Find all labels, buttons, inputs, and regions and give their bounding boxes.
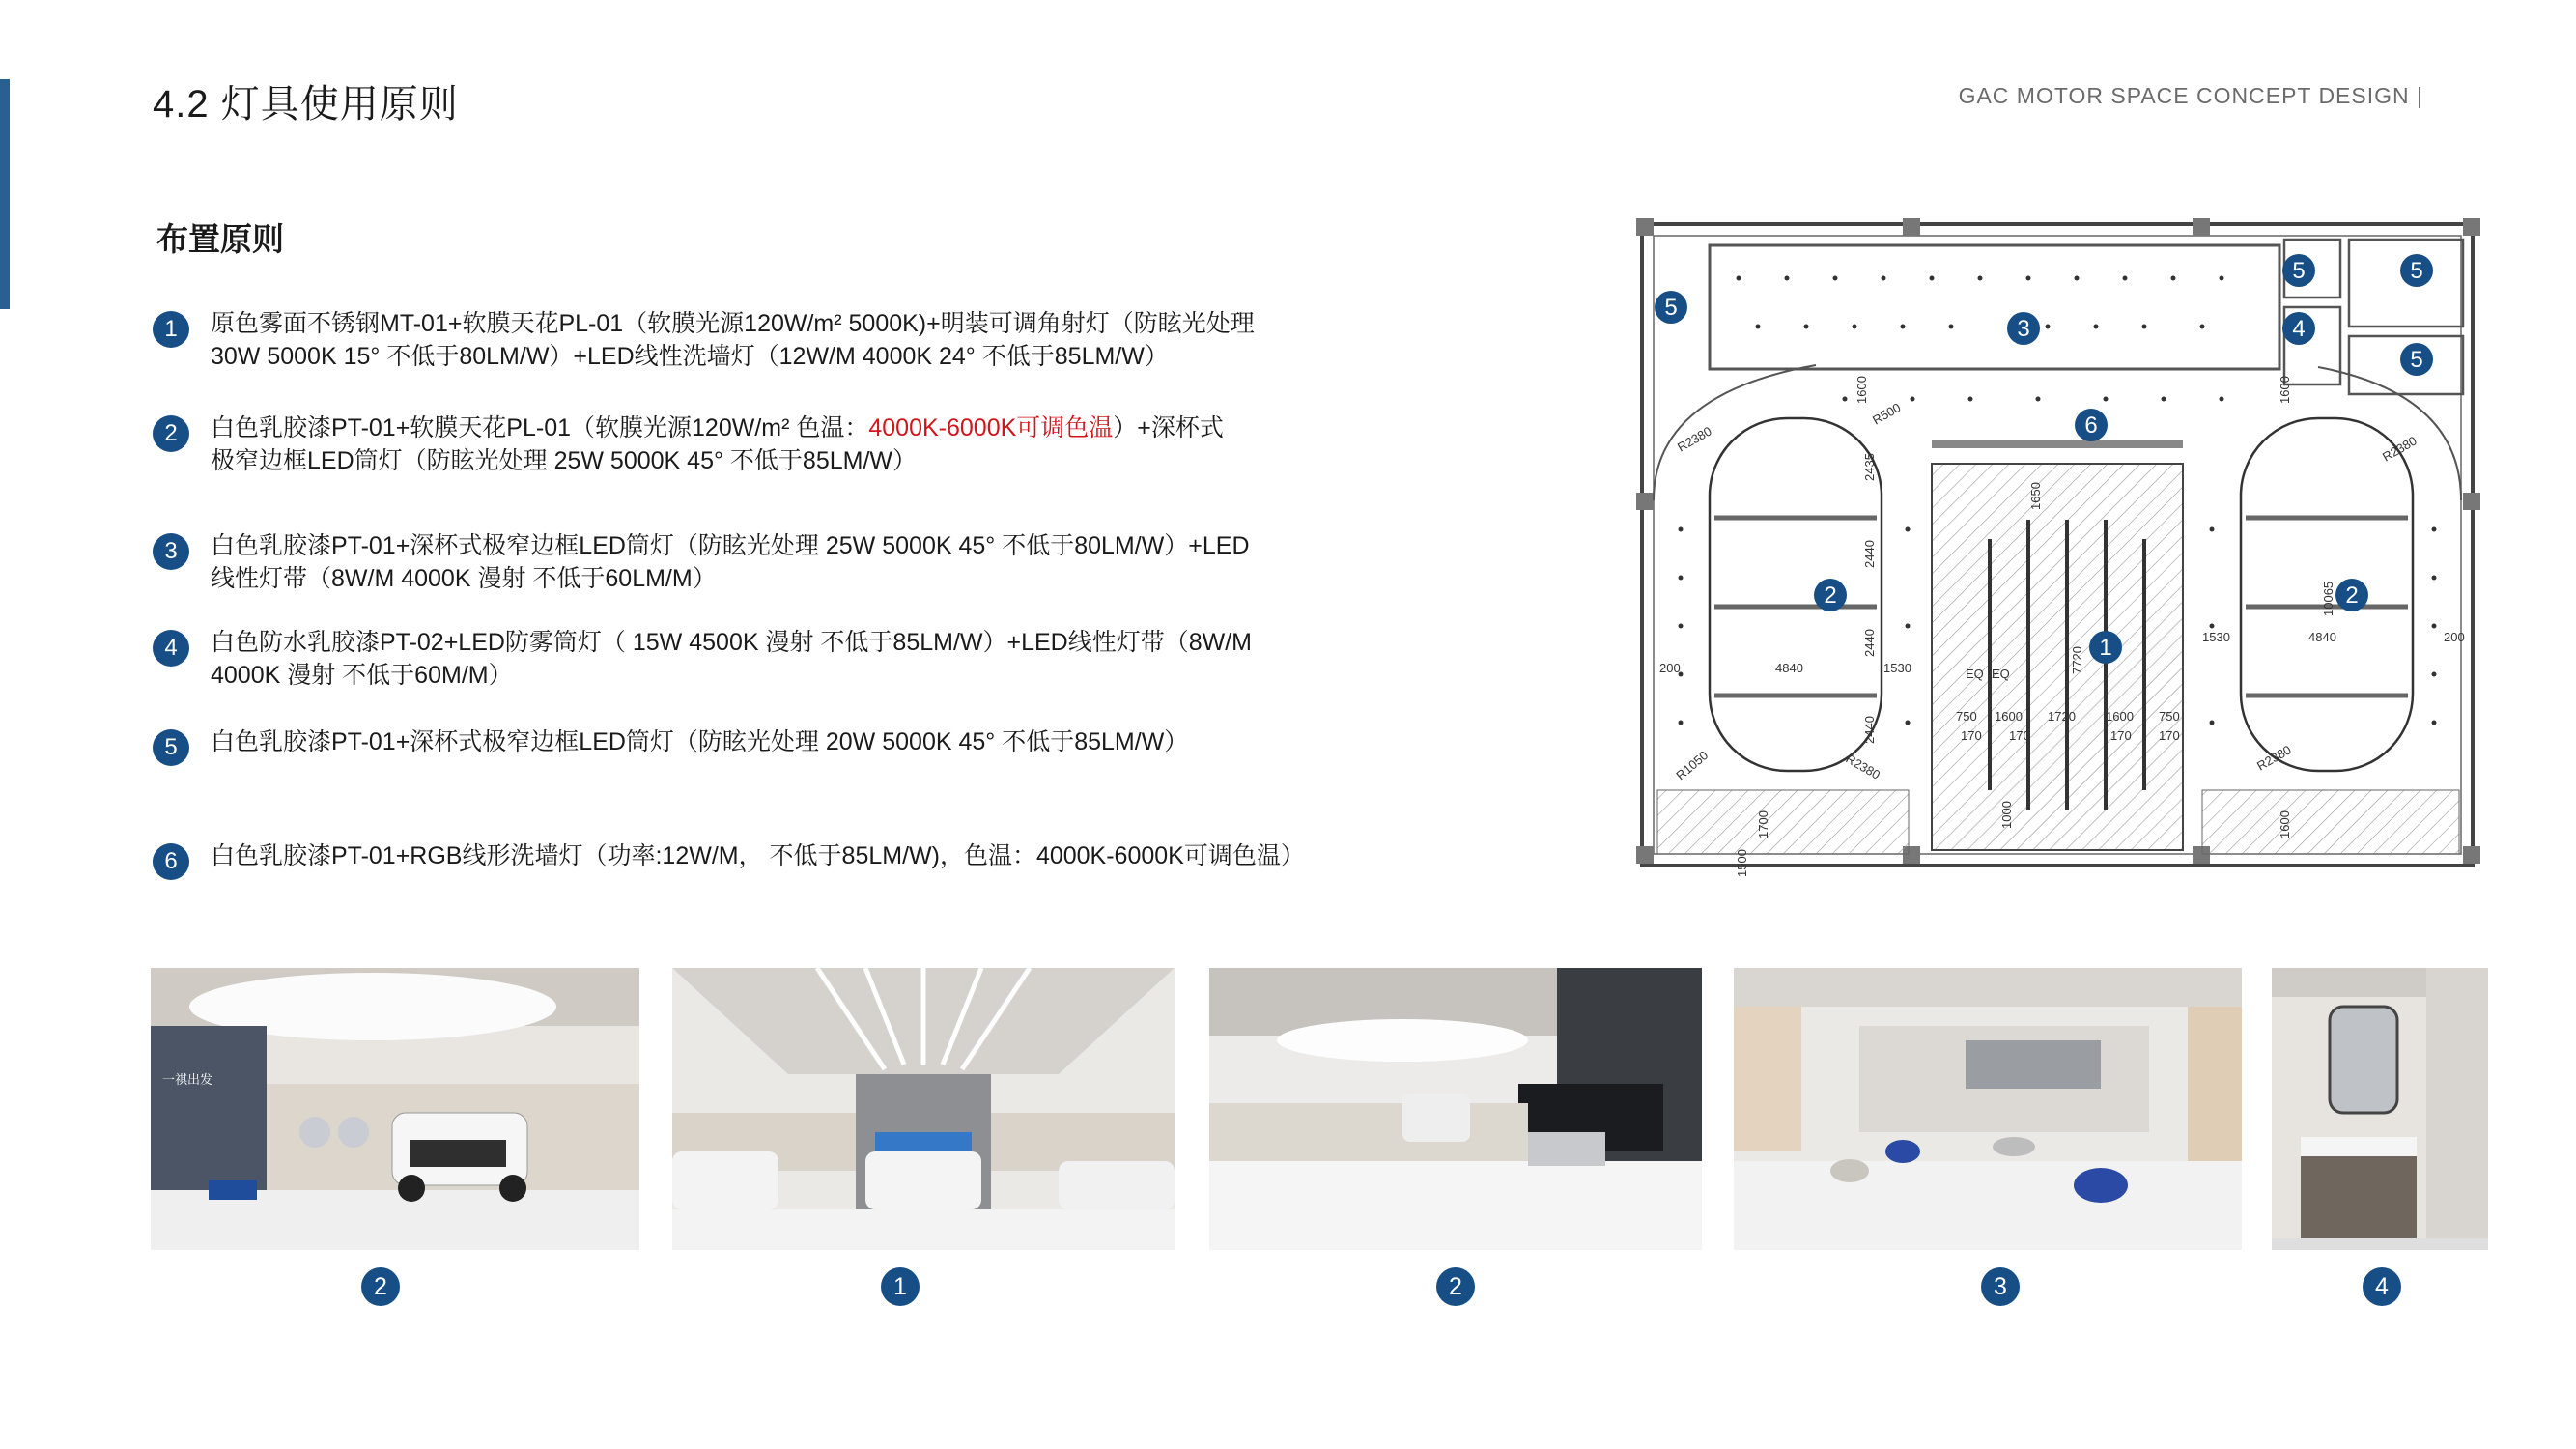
showroom-rendering — [151, 968, 639, 1250]
dimension-label: 1600 — [2106, 709, 2134, 724]
restroom-rendering — [2272, 968, 2488, 1250]
rule-line-part: 白色乳胶漆PT-01+软膜天花PL-01（软膜光源120W/m² 色温： — [211, 414, 869, 441]
rendering-photo-1 — [151, 968, 639, 1250]
zone-marker-label: 5 — [2292, 258, 2306, 284]
rule-line: 白色防水乳胶漆PT-02+LED防雾筒灯（ 15W 4500K 漫射 不低于85LM/W）+LED线性灯带（8W/M — [211, 629, 1252, 656]
zone-marker-label: 2 — [1824, 582, 1837, 609]
dimension-label: R500 — [1870, 400, 1904, 428]
rule-number-badge: 4 — [153, 630, 189, 667]
dimension-label: 170 — [2159, 728, 2180, 743]
rule-line: 白色乳胶漆PT-01+深杯式极窄边框LED筒灯（防眩光处理 20W 5000K 45° 不低于85LM/W） — [211, 728, 1189, 755]
rule-text — [211, 529, 1466, 595]
dimension-label: 1000 — [1999, 801, 2014, 829]
dimension-label: 2440 — [1862, 716, 1877, 744]
entrance-area-left — [1657, 790, 1909, 854]
rule-number-badge: 1 — [153, 311, 189, 348]
dimension-label: 10065 — [2321, 581, 2335, 616]
photo-zone-badge: 2 — [1436, 1267, 1475, 1306]
ceiling-lighting-floor-plan — [1623, 211, 2492, 887]
zone-6-wash-line — [1932, 440, 2183, 448]
rendering-photo-3 — [1209, 968, 1702, 1250]
curved-wall-left — [1654, 365, 1816, 500]
dimension-label: 2440 — [1862, 629, 1877, 657]
dimension-label: R2380 — [1843, 751, 1883, 782]
section-heading: 布置原则 — [156, 221, 284, 257]
dimension-label: 170 — [1961, 728, 1982, 743]
entrance-area-right — [2202, 790, 2459, 854]
zone-marker-label: 4 — [2292, 316, 2306, 342]
zone-marker-label: 5 — [1664, 295, 1678, 321]
rule-text — [211, 839, 1466, 872]
sign-text: 一祺出发 — [162, 1072, 213, 1087]
dimension-label: 1650 — [2028, 482, 2043, 510]
rule-text — [211, 307, 1466, 373]
rendering-photo-5 — [2272, 968, 2488, 1250]
dimension-label: EQ — [1966, 667, 1984, 681]
dimension-label: 200 — [1659, 661, 1681, 675]
zone-marker-label: 5 — [2410, 347, 2423, 373]
rule-line: 极窄边框LED筒灯（防眩光处理 25W 5000K 45° 不低于85LM/W） — [211, 447, 917, 474]
dimension-label: 1600 — [1995, 709, 2023, 724]
rule-line: 4000K 漫射 不低于60M/M） — [211, 662, 513, 689]
rule-line: 白色乳胶漆PT-01+深杯式极窄边框LED筒灯（防眩光处理 25W 5000K 45° 不低于80LM/W）+LED — [211, 532, 1250, 559]
dimension-label: EQ — [1992, 667, 2010, 681]
page-title: 4.2 灯具使用原则 — [153, 83, 459, 126]
dimension-label: 170 — [2110, 728, 2132, 743]
rule-text — [211, 725, 1466, 758]
highlighted-color-temperature: 4000K-6000K可调色温 — [868, 414, 1114, 441]
rule-line-part: ）+深杯式 — [1113, 414, 1224, 441]
photo-zone-badge: 2 — [361, 1267, 400, 1306]
dimension-label: 4840 — [2308, 630, 2336, 644]
lounge-rendering — [1734, 968, 2242, 1250]
left-accent-bar — [0, 79, 10, 309]
rule-line: 线性灯带（8W/M 4000K 漫射 不低于60LM/M） — [211, 565, 717, 592]
dimension-label: R2380 — [2254, 742, 2294, 774]
dimension-label: 2435 — [1862, 453, 1877, 481]
header-brand: GAC MOTOR SPACE CONCEPT DESIGN | — [1958, 83, 2423, 108]
dimension-label: 4840 — [1775, 661, 1803, 675]
zone-marker-label: 5 — [2410, 258, 2423, 284]
rule-line: 白色乳胶漆PT-01+RGB线形洗墙灯（功率:12W/M， 不低于85LM/W)，色温：4000K-6000K可调色温） — [211, 842, 1305, 869]
curved-wall-right — [2318, 367, 2461, 500]
zone-marker-label: 2 — [2345, 582, 2359, 609]
dimension-label: 170 — [2009, 728, 2030, 743]
dimension-label: R2380 — [1675, 423, 1714, 455]
rule-number-badge: 6 — [153, 843, 189, 880]
dimension-label: 1500 — [1735, 849, 1749, 877]
zone-3-area — [1710, 245, 2279, 369]
photo-zone-badge: 4 — [2363, 1267, 2401, 1306]
rendering-photo-2 — [672, 968, 1175, 1250]
dimension-label: 1720 — [2048, 709, 2076, 724]
dimension-label: 750 — [1956, 709, 1977, 724]
photo-zone-badge: 3 — [1981, 1267, 2020, 1306]
zone-marker-label: 3 — [2017, 316, 2030, 342]
rule-number-badge: 5 — [153, 729, 189, 766]
dimension-label: R2380 — [2380, 433, 2420, 465]
dimension-label: 1530 — [1883, 661, 1911, 675]
rule-text — [211, 626, 1466, 692]
rule-number-badge: 3 — [153, 533, 189, 570]
rendering-photo-4 — [1734, 968, 2242, 1250]
photo-zone-badge: 1 — [881, 1267, 920, 1306]
zone-marker-label: 1 — [2099, 635, 2112, 661]
showroom-rendering — [672, 968, 1175, 1250]
dimension-label: 1530 — [2202, 630, 2230, 644]
rule-text — [211, 412, 1466, 477]
dimension-label: 1600 — [2278, 810, 2292, 838]
rule-line: 30W 5000K 15° 不低于80LM/W）+LED线性洗墙灯（12W/M 4000K 24° 不低于85LM/W） — [211, 343, 1169, 370]
rule-line: 原色雾面不锈钢MT-01+软膜天花PL-01（软膜光源120W/m² 5000K)+明装可调角射灯（防眩光处理 — [211, 310, 1255, 337]
rule-number-badge: 2 — [153, 415, 189, 452]
dimension-label: 750 — [2159, 709, 2180, 724]
zone-2-left-oval — [1710, 418, 1882, 771]
dimension-label: 200 — [2444, 630, 2465, 644]
dimension-label: 1700 — [1756, 810, 1770, 838]
rule-line — [211, 412, 1466, 444]
dimension-label: 1600 — [2278, 376, 2292, 404]
dimension-label: R1050 — [1673, 748, 1712, 783]
zone-marker-label: 6 — [2084, 412, 2098, 439]
showroom-rendering — [1209, 968, 1702, 1250]
dimension-label: 2440 — [1862, 540, 1877, 568]
dimension-label: 7720 — [2070, 646, 2084, 674]
dimension-label: 1600 — [1854, 376, 1869, 404]
